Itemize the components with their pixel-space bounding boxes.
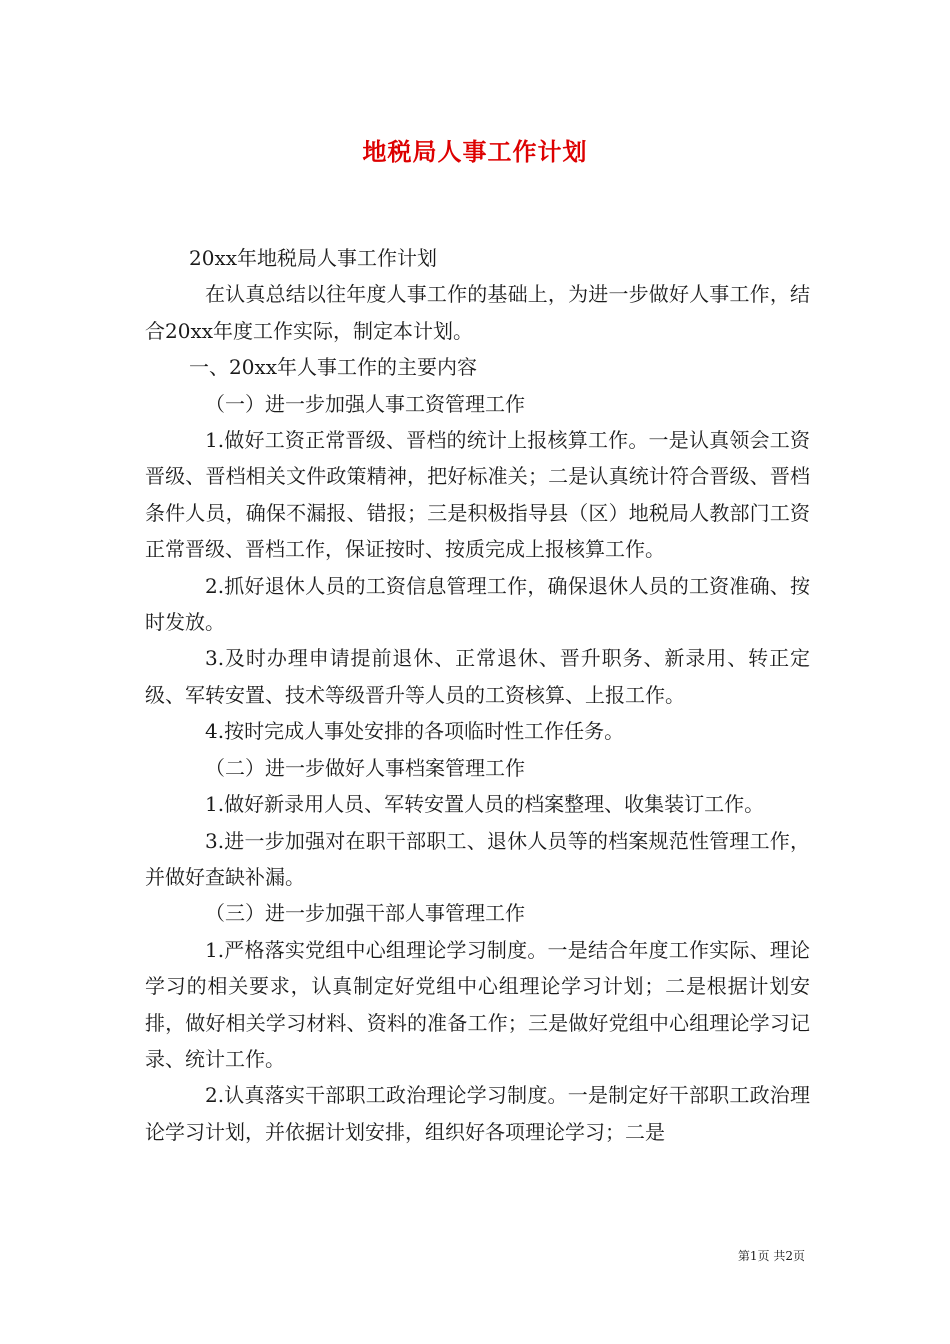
body-paragraph: 4.按时完成人事处安排的各项临时性工作任务。 (205, 719, 625, 744)
subtitle-line: 20xx年地税局人事工作计划 (189, 246, 438, 270)
body-paragraph: 1.严格落实党组中心组理论学习制度。一是结合年度工作实际、理论学习的相关要求，认真制定好党组中心组理论学习计划；二是根据计划安排，做好相关学习材料、资料的准备工作；三是做好党组中心组理论学习记录、统计工作。 (145, 937, 810, 1071)
document-body (145, 240, 810, 1150)
body-paragraph: 2.认真落实干部职工政治理论学习制度。一是制定好干部职工政治理论学习计划，并依据计划安排，组织好各项理论学习；二是 (145, 1083, 810, 1144)
body-paragraph: 1.做好新录用人员、军转安置人员的档案整理、收集装订工作。 (205, 792, 765, 817)
subsection-heading: （一）进一步加强人事工资管理工作 (205, 391, 525, 416)
body-paragraph: 3.进一步加强对在职干部职工、退休人员等的档案规范性管理工作，并做好查缺补漏。 (145, 828, 810, 889)
body-paragraph: 3.及时办理申请提前退休、正常退休、晋升职务、新录用、转正定级、军转安置、技术等级晋升等人员的工资核算、上报工作。 (145, 646, 810, 707)
section-heading: 一、20xx年人事工作的主要内容 (189, 355, 478, 380)
page-number: 第1页 共2页 (737, 1249, 805, 1263)
subsection-heading: （二）进一步做好人事档案管理工作 (205, 755, 525, 780)
body-paragraph: 1.做好工资正常晋级、晋档的统计上报核算工作。一是认真领会工资晋级、晋档相关文件政策精神，把好标准关；二是认真统计符合晋级、晋档条件人员，确保不漏报、错报；三是积极指导县（区）地税局人教部门工资正常晋级、晋档工作，保证按时、按质完成上报核算工作。 (145, 428, 810, 562)
intro-paragraph: 在认真总结以往年度人事工作的基础上，为进一步做好人事工作，结合20xx年度工作实际，制定本计划。 (145, 282, 810, 343)
document-title: 地税局人事工作计划 (362, 137, 588, 166)
subsection-heading: （三）进一步加强干部人事管理工作 (205, 901, 525, 926)
body-paragraph: 2.抓好退休人员的工资信息管理工作，确保退休人员的工资准确、按时发放。 (145, 573, 810, 635)
